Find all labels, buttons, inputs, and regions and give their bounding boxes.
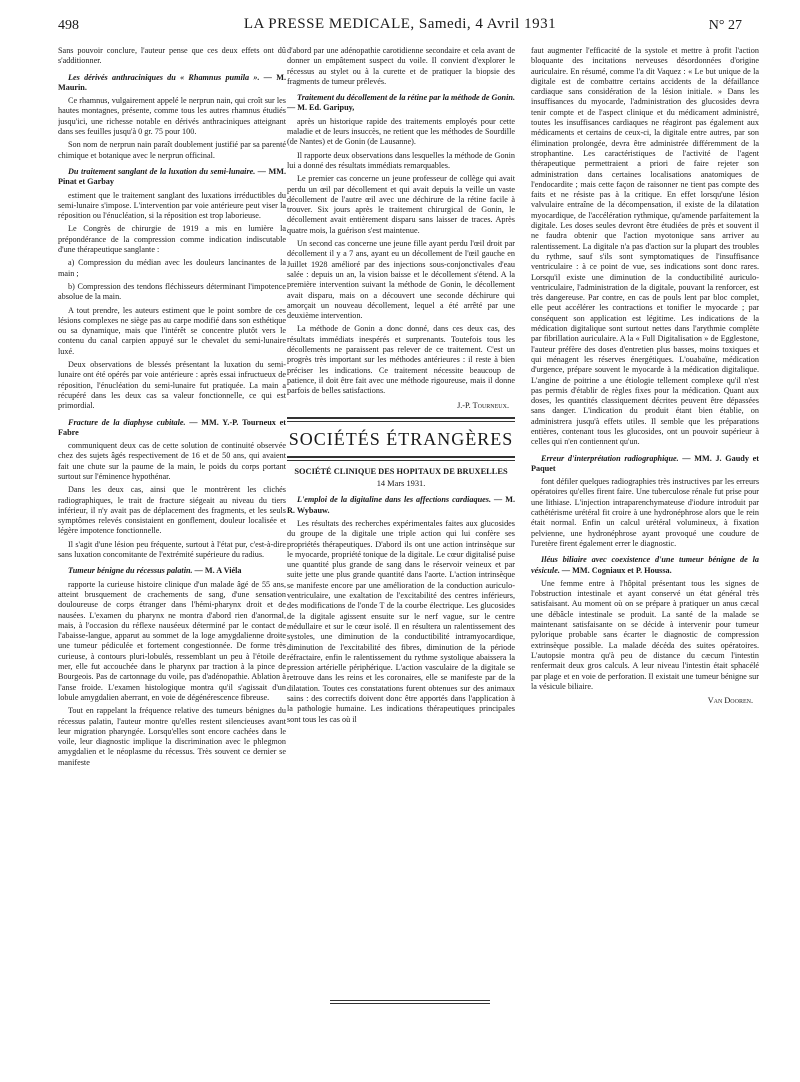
section-title: Erreur d'interprétation radiographique. — (541, 453, 691, 463)
section-heading (58, 566, 286, 576)
paragraph: La méthode de Gonin a donc donné, dans ces deux cas, des résultats immédiats inespérés et surprenants. Toutefois tous les décollements ne paraissent pas relever de ce traitement. C'est un progrès très important sur les méthodes antérieures : il reste à bien préciser les indications. Ce traitement nécessite beaucoup de patience, il doit être fait avec une méthode rigoureuse, mais il donne parfois de belles satisfactions. (287, 324, 515, 396)
section-author: MM. Pinat et Garbay (58, 166, 286, 187)
section-heading (58, 73, 286, 94)
paragraph: Ce rhamnus, vulgairement appelé le nerprun nain, qui croît sur les hautes montagnes, présente, comme tous les autres rhamnus étudiés jusqu'ici, une richesse notable en dérivés anthraciniques atteignant dans ses feuilles jusqu'à 0 gr. 75 pour 100. (58, 96, 286, 137)
end-rule (330, 1003, 490, 1004)
paragraph: a) Compression du médian avec les douleurs lancinantes de la main ; (58, 258, 286, 278)
paragraph: Les résultats des recherches expérimentales faites aux glucosides du groupe de la digitale une triple action qui lui confère ses propriétés thérapeutiques. D'abord ils ont une action intrinsèque sur le myocarde, propriété tonique de la digitale. Le cœur digitalisé puise une quantité plus grande de sang dans le réservoir veineux et par suite jette une plus grande quantité dans l'aorte. L'action intrinsèque se manifeste encore par une amélioration de la conduction auriculo-ventriculaire, une exaltation de l'excitabilité des centres inférieurs, des modifications de l'onde T de la courbe électrique. Les glucosides de la digitale agissent ensuite sur le nerf vague, sur le centre médullaire et sur le cœur isolé. Il en résultera un ralentissement des systoles, une diminution de la conductibilité intramyocardique, diminution de l'excitabilité des fibres, diminution de la période réfractaire, enfin le ralentissement du rythme systolique abaissera la pression artérielle périphérique. L'action vasculaire de la digitale se retrouve dans les reins et les coronaires, elle se manifeste par de la dilatation. Toutes ces constatations furent obtenues sur des animaux sains : des correctifs doivent donc être apportés dans l'application à la pathologie humaine. Les indications thérapeutiques principales sont tous les cas où il (287, 518, 515, 724)
divider (287, 417, 515, 422)
section-title: Du traitement sanglant de la luxation du semi-lunaire. — (68, 166, 266, 176)
section-author: MM. Y.-P. Tourneux et Fabre (58, 417, 286, 437)
paragraph: après un historique rapide des traitements employés pour cette maladie et de leurs insuccès, ne retient que les méthodes de Sourdille (de Nantes) et de Gonin (de Lausanne). (287, 116, 515, 147)
paragraph: Il rapporte deux observations dans lesquelles la méthode de Gonin lui a donné des résultats immédiats remarquables. (287, 150, 515, 170)
paragraph: Un second cas concerne une jeune fille ayant perdu l'œil droit par décollement il y a 7 ans, ayant eu un décollement de l'œil gauche en Juillet 1928 amélioré par des injections sous-conjonctivales d'eau salée : depuis un an, la vision baisse et le décollement s'étend. A la première intervention suivant la méthode de Gonin, le décollement avait disparu, mais on a découvert une seconde déchirure qui amorçait un nouveau décollement, lequel a été arrêté par une deuxième intervention. (287, 239, 515, 321)
section-heading (531, 454, 759, 475)
section-heading (287, 93, 515, 114)
section-banner-title: SOCIÉTÉS ÉTRANGÈRES (288, 428, 514, 449)
society-title: SOCIÉTÉ CLINIQUE DES HOPITAUX DE BRUXELLES (294, 466, 508, 476)
section-heading (58, 418, 286, 439)
section-title: Traitement du décollement de la rétine par la méthode de Gonin. — (287, 93, 515, 113)
paragraph: Son nom de nerprun nain paraît doublement justifié par sa parenté chimique et botanique avec le nerprun officinal. (58, 140, 286, 160)
paragraph: font défiler quelques radiographies très instructives par les erreurs opératoires qu'elles firent faire. Une tuberculose rénale fut prise pour une lithiase. L'injection intraparenchymateuse d'iodure introduit par cathétérisme urétéral fit croire à une hydronéphrose alors que le rein était normal. Enfin un calcul urétéral volumineux, à fixation pelvienne, une hydronéphrose ayant provoqué une coudure de l'uretère firent également errer le diagnostic. (531, 477, 759, 548)
section-heading (531, 555, 759, 576)
issue-number: N° 27 (708, 18, 742, 33)
paragraph: Dans les deux cas, ainsi que le montrèrent les clichés radiographiques, le trait de fracture siégeait au niveau du tiers inférieur, il n'y avait pas de déplacement des fragments, et les seuls symptômes relevés consistaient en gonflement, douleur localisée et légère impotence fonctionnelle. (58, 485, 286, 536)
signature: J.-P. Tourneux. (457, 400, 509, 410)
page-number: 498 (58, 18, 79, 33)
section-author: M. A Viéla (204, 566, 242, 576)
column-2 (287, 46, 515, 1056)
paragraph: faut augmenter l'efficacité de la systole et mettre à profit l'action bloquante des incitations nerveuses désordonnées d'origine auriculaire. En résumé, comme l'a dit Vaquez : « Le but unique de la digitale est de combattre certains accidents de la défaillance cardiaque sans considération de la lésion initiale. » Dans les insuffisances du myocarde, l'administration des glucosides devra tenir compte et de l'aspect clinique et du médicament administré, toutes les insuffisances cardiaques ne réagiront pas également aux médicaments et certains de ceux-ci, la digitale entre autres, par son élimination prolongée, devra être administrée différemment de la strophantine. Les caractéristiques de l'activité de l'agent thérapeutique permettraient a priori de faire rejeter son administration dans certaines localisations anatomiques de l'endocardite ; mais cette façon de raisonner ne tient pas compte des faits et ne résiste pas à la critique. En effet lorsqu'une lésion valvulaire entraîne de la décompensation, il existe de la dilatation myocardique, de l'accélération rythmique, qu'amende parfaitement la digitale. Les doses seules devront être étudiées de près et souvent il ne faudra obtenir que l'action myotonique sans arriver au ralentissement. La digitale n'a pas d'action sur la plupart des troubles du rythme, sauf s'ils sont symptomatiques de l'insuffisance ventriculaire : à ce point de vue, ses indications sont donc rares. Lorsqu'il existe une diminution de la conductibilité auriculo-ventriculaire, l'administration de la digitale, pouvant la renforcer, est très dangereuse. Par contre, en cas de pouls lent par bloc complet, elle peut accélérer les contractions et tonifier le myocarde ; par conséquent son application est légitime. Les indications de la médication digitalique sont surtout nettes dans l'arythmie complète par fibrillation auriculaire. A la « Full Digitalisation » de Egglestone, l'auteur préfère des doses d'entretien plus basses, moins toxiques et qui ménagent les réserves énergétiques. L'ouabaïne, médication d'urgence, prépare souvent le myocarde à la médication digitalique. L'angine de poitrine a une étiologie tellement complexe qu'il n'est pas permis d'établir de règles fixes pour la médication. Quant aux doses, les quantités classiquement décrites peuvent être dépassées sans danger. L'indication du produit étant bien établie, on administrera jusqu'à effets utiles. Il semble que les préparations entières, contenant tous les glucosides, ont un pouvoir supérieur à celles qui n'en contiennent qu'un. (531, 46, 759, 447)
section-title: Tumeur bénigne du récessus palatin. — (68, 566, 203, 576)
paragraph: b) Compression des tendons fléchisseurs déterminant l'impotence absolue de la main. (58, 281, 286, 302)
page-header (58, 16, 742, 38)
paragraph: Le Congrès de chirurgie de 1919 a mis en lumière la prépondérance de la compression comme indication indiscutable d'une thérapeutique sanglante : (58, 224, 286, 255)
section-heading (58, 167, 286, 188)
section-author: MM. J. Gaudy et Paquet (531, 453, 759, 473)
section-author: M. Maurin. (58, 72, 286, 92)
divider (287, 456, 515, 461)
section-title: Iléus biliaire avec coexistence d'une tumeur bénigne de la vésicule. — (531, 555, 759, 575)
session-date: 14 Mars 1931. (376, 479, 426, 489)
section-title: Fracture de la diaphyse cubitale. — (68, 417, 198, 427)
section-title: L'emploi de la digitaline dans les affections cardiaques. — (297, 495, 503, 505)
paragraph: Une femme entre à l'hôpital présentant tous les signes de l'obstruction intestinale et ayant conservé un état général très satisfaisant. Au moment où on se prépare à pratiquer un anus cæcal une débâcle intestinale se produit. La santé de la malade se maintenant satisfaisante on se décide à intervenir pour tumeur pylorique probable sans écarter le diagnostic de compression extrinsèque possible. La malade décéda des suites opératoires. L'autopsie montra qu'à peu de distance du cæcum l'intestin renfermait deux gros calculs. A leur niveau l'intestin était sphacélé par plage et en voie de perforation. Il existait une tumeur bénigne sur la vésicule biliaire. (531, 578, 759, 691)
signature: Van Dooren. (707, 696, 753, 706)
section-heading (287, 495, 515, 516)
paragraph: estiment que le traitement sanglant des luxations irréductibles du semi-lunaire s'impose. L'intervention par voie antérieure peut viser la réposition ou l'énucléation, si la réposition est trop laborieuse. (58, 190, 286, 221)
paragraph: rapporte la curieuse histoire clinique d'un malade âgé de 55 ans, atteint brusquement de crachements de sang, d'une sensation douloureuse de corps étranger dans l'hémi-pharynx droit et de nausées. L'examen du pharynx ne montra d'abord rien d'anormal, mais, à l'occasion du réflexe nauséeux déterminé par le contact de l'abaisse-langue, apparut au sommet de la loge amygdalienne droite une tumeur pédiculée et fortement congestionnée. De forme très curieuse, à contours pluri-lobulés, ressemblant un peu à l'étoile de mer, elle fut accouchée dans le pharynx par traction à la pince de Bourgeois. Pas de cartonnage du voile, pas d'adénopathie. Ablation à l'anse froide. L'examen histologique montra qu'il s'agissait d'un lobule amygdalien aberrant, en voie de dégénérescence fibreuse. (58, 579, 286, 702)
column-1 (58, 46, 286, 1056)
paragraph: communiquent deux cas de cette solution de continuité observée chez des sujets âgés respectivement de 16 et de 50 ans, qui avaient fait une chute sur la paume de la main, le poids du corps portant surtout sur l'éminence hypothénar. (58, 441, 286, 481)
paragraph: Il s'agit d'une lésion peu fréquente, surtout à l'état pur, c'est-à-dire sans luxation concomitante de l'extrémité supérieure du radius. (58, 539, 286, 560)
paragraph: Le premier cas concerne un jeune professeur de collège qui avait perdu un œil par décollement et qui avait depuis la veille un vaste décollement de l'autre œil avec une déchirure de la rétine facile à trouver. Six jours après le traitement chirurgical de Gonin, le décollement avait entièrement disparu sans laisser de traces. Après quatre mois, la guérison s'est maintenue. (287, 174, 515, 235)
section-author: M. Ed. Garipuy, (297, 103, 355, 113)
section-author: MM. Cogniaux et P. Houssa. (572, 565, 672, 575)
section-author: M. R. Wybauw. (287, 495, 515, 515)
paragraph: A tout prendre, les auteurs estiment que le point sombre de ces lésions complexes ne siège pas au carpe modifié dans son esthétique ou sa dynamique, mais que l'intérêt se concentre plutôt vers le contenu du canal carpien appuyé sur le chevalet du semi-lunaire luxé. (58, 305, 286, 356)
column-3 (531, 46, 759, 1056)
paragraph: Sans pouvoir conclure, l'auteur pense que ces deux effets ont dû s'additionner. (58, 46, 286, 66)
end-rule (330, 1000, 490, 1001)
journal-title: LA PRESSE MEDICALE, Samedi, 4 Avril 1931 (243, 16, 557, 32)
section-title: Les dérivés anthraciniques du « Rhamnus pumila ». — (68, 72, 272, 82)
paragraph: Tout en rappelant la fréquence relative des tumeurs bénignes du récessus palatin, l'auteur montre qu'elles restent silencieuses avant leur migration pharyngée. Lorsqu'elles sont encore cachées dans le voile, leur diagnostic implique la discrimination avec le phlegmon amygdalien et le néoplasme du récessus. Très souvent ce dernier se manifeste (58, 706, 286, 767)
paragraph: Deux observations de blessés présentant la luxation du semi-lunaire ont été opérés par voie antérieure : après essai infructueux de réposition, l'énucléation du semi-lunaire fut pratiquée. La main a récupéré dans les deux cas sa valeur fonctionnelle, ce qui est primordial. (58, 360, 286, 411)
paragraph: d'abord par une adénopathie carotidienne secondaire et cela avant de donner un empâtement suspect du voile. Il convient d'explorer le récessus au stylet ou à la curette et de pratiquer la biopsie des fragments de tumeur prélevés. (287, 46, 515, 86)
